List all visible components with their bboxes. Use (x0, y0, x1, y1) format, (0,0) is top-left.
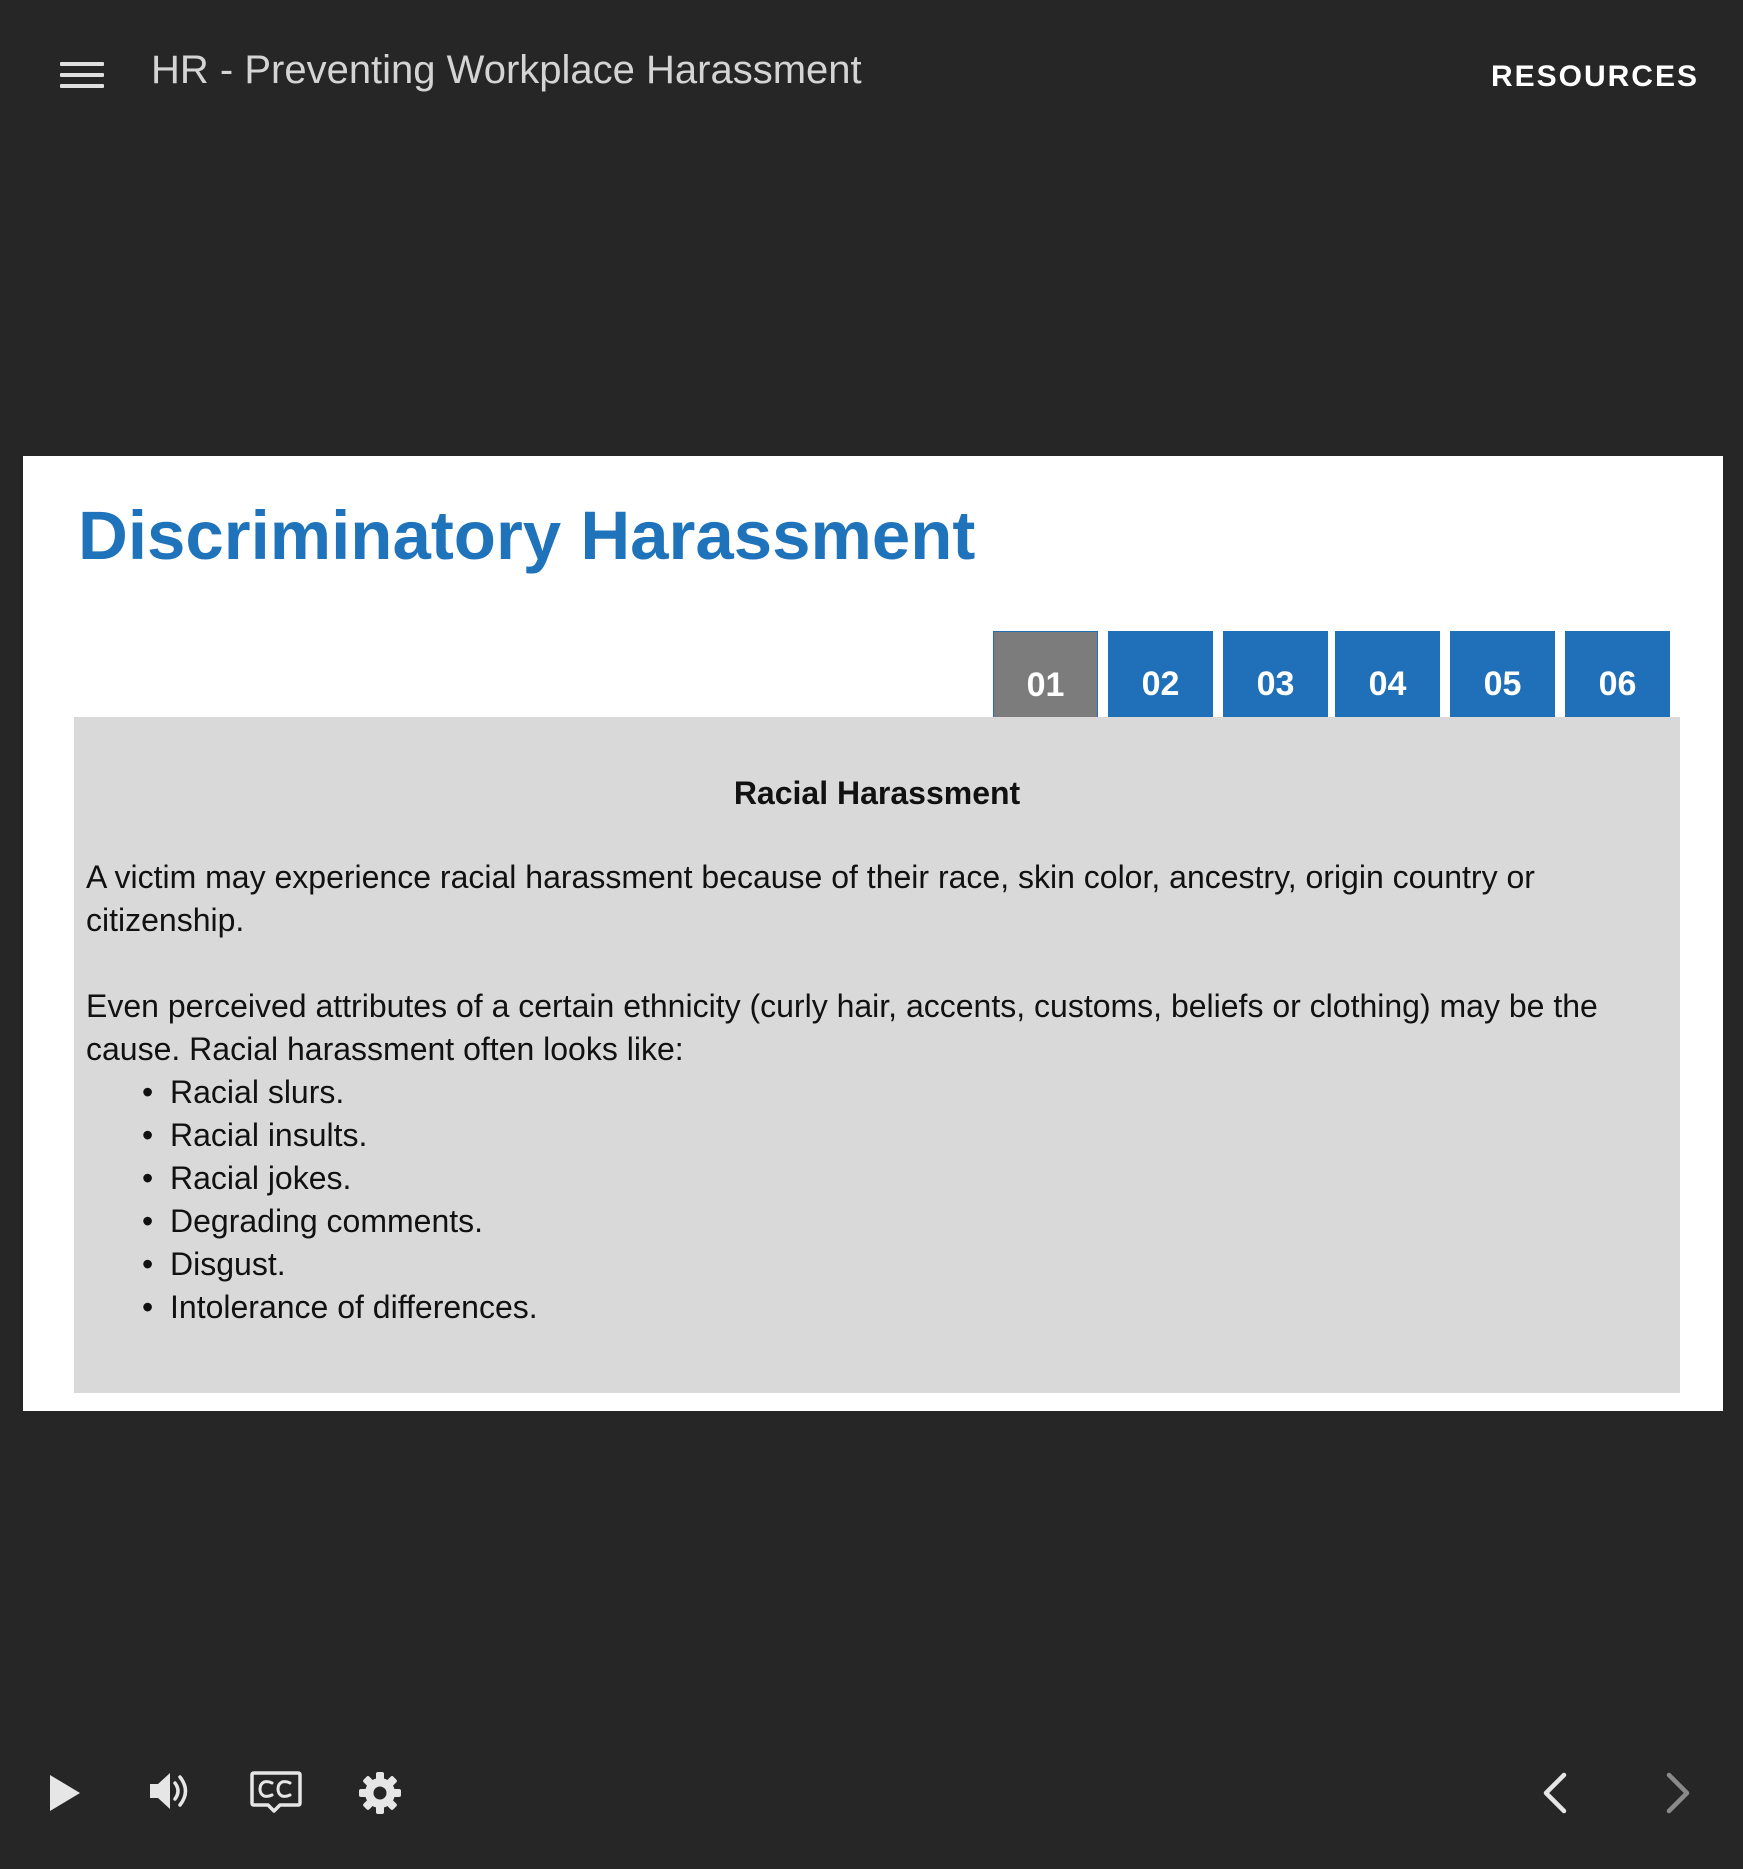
chevron-right-icon[interactable] (1663, 1771, 1693, 1815)
hamburger-menu-icon[interactable] (60, 62, 104, 90)
menu-line (60, 84, 104, 88)
play-icon[interactable] (48, 1773, 82, 1813)
content-paragraph-2: Even perceived attributes of a certain ethnicity (curly hair, accents, customs, beliefs or clothing) may be the cause. Racial harassment often looks like: (86, 988, 1598, 1067)
list-item: • Racial slurs. (142, 1071, 1668, 1114)
tab-03[interactable]: 03 (1223, 631, 1328, 717)
settings-gear-icon[interactable] (357, 1770, 403, 1816)
slide-title: Discriminatory Harassment (78, 497, 976, 574)
list-item: • Racial insults. (142, 1114, 1668, 1157)
content-paragraph-1: A victim may experience racial harassment because of their race, skin color, ancestry, origin country or citizenship. (86, 859, 1535, 938)
chevron-left-icon[interactable] (1540, 1771, 1570, 1815)
tab-content-panel (74, 717, 1680, 1393)
tab-02[interactable]: 02 (1108, 631, 1213, 717)
volume-icon[interactable] (148, 1769, 194, 1813)
resources-button[interactable]: RESOURCES (1490, 60, 1699, 93)
tab-06[interactable]: 06 (1565, 631, 1670, 717)
menu-line (60, 73, 104, 77)
slide-canvas (23, 456, 1723, 1411)
tab-05[interactable]: 05 (1450, 631, 1555, 717)
tab-04[interactable]: 04 (1335, 631, 1440, 717)
closed-captions-icon[interactable] (250, 1770, 302, 1814)
bullet-list (86, 1071, 1668, 1329)
list-item: • Racial jokes. (142, 1157, 1668, 1200)
menu-line (60, 62, 104, 66)
list-item: • Disgust. (142, 1243, 1668, 1286)
list-item: • Degrading comments. (142, 1200, 1668, 1243)
tab-01[interactable]: 01 (993, 631, 1098, 717)
content-heading: Racial Harassment (733, 775, 1021, 811)
course-title: HR - Preventing Workplace Harassment (151, 48, 862, 92)
list-item: • Intolerance of differences. (142, 1286, 1668, 1329)
